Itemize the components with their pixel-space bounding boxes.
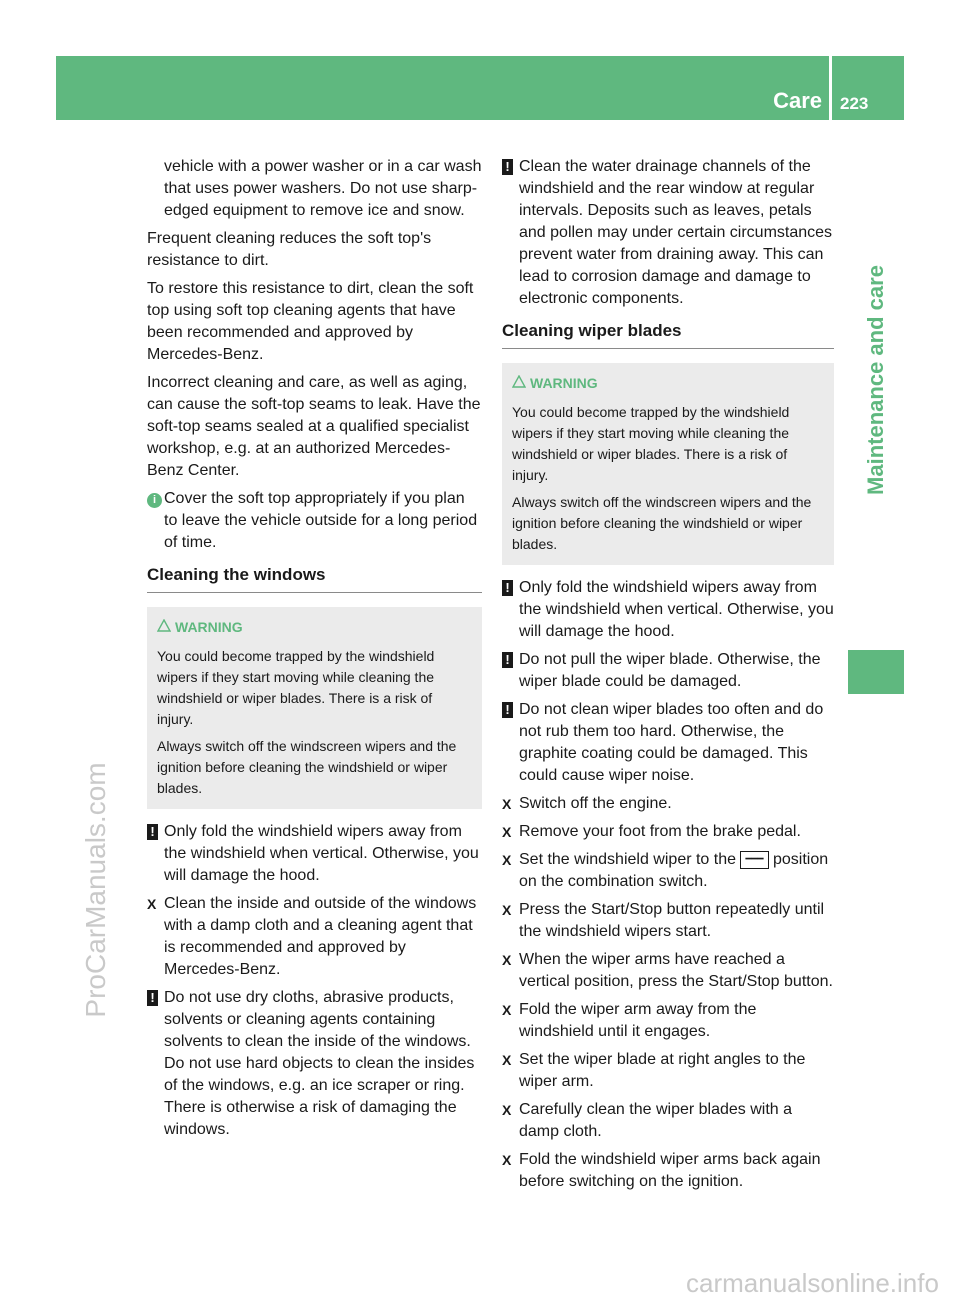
caution-note (502, 649, 834, 693)
caution-note (502, 156, 834, 310)
step-marker-icon: X (147, 896, 157, 912)
caution-text: Do not use dry cloths, abrasive products, solvents or cleaning agents containing solvents to clean the inside of the windows. Do not use hard objects to clean the insides of the windows, e.g. an ice scraper or ring. There is otherwise a risk of damaging the windows. (164, 989, 475, 1138)
step-marker-icon: X (502, 852, 512, 868)
caution-icon: ! (147, 821, 158, 843)
step-marker-icon: X (502, 902, 512, 918)
step-text: Remove your foot from the brake pedal. (519, 823, 801, 840)
step-marker-icon: X (502, 952, 512, 968)
warning-title (157, 617, 472, 638)
step-item (502, 1099, 834, 1143)
step-item (502, 821, 834, 843)
caution-note (147, 821, 482, 887)
step-item (502, 1049, 834, 1093)
section-heading: Cleaning the windows (147, 564, 482, 593)
warning-text: You could become trapped by the windshield wipers if they start moving while cleaning the windshield or wiper blades. There is a risk of injury. (157, 648, 435, 727)
step-item (502, 793, 834, 815)
caution-text: Only fold the windshield wipers away from the windshield when vertical. Otherwise, you will damage the hood. (519, 579, 834, 640)
step-marker-icon: X (502, 1052, 512, 1068)
header-divider (829, 56, 832, 120)
step-item (502, 1149, 834, 1193)
info-icon: i (147, 488, 162, 510)
step-text: position on the combination switch. (519, 851, 829, 890)
right-column (502, 156, 834, 1199)
step-text: Set the wiper blade at right angles to the wiper arm. (519, 1051, 806, 1090)
caution-icon: ! (502, 577, 513, 599)
step-marker-icon: X (502, 824, 512, 840)
info-note (147, 488, 482, 554)
chapter-title: Care (773, 88, 822, 113)
caution-icon: ! (147, 987, 158, 1009)
warning-text: You could become trapped by the windshield wipers if they start moving while cleaning the windshield or wiper blades. There is a risk of injury. (512, 404, 790, 483)
warning-box (502, 363, 834, 565)
paragraph: vehicle with a power washer or in a car wash that uses power washers. Do not use sharp-edged equipment to remove ice and snow. (164, 158, 482, 219)
paragraph: To restore this resistance to dirt, clean the soft top using soft top cleaning agents that have been recommended and approved by Mercedes-Benz. (147, 280, 474, 363)
step-item (502, 849, 834, 893)
step-item (502, 999, 834, 1043)
left-column (147, 156, 482, 1147)
side-section-label: Maintenance and care (863, 265, 888, 495)
step-marker-icon: X (502, 1102, 512, 1118)
step-text: When the wiper arms have reached a vertical position, press the Start/Stop button. (519, 951, 833, 990)
warning-text: Always switch off the windscreen wipers and the ignition before cleaning the windshield or wiper blades. (512, 494, 812, 552)
step-marker-icon: X (502, 796, 512, 812)
wiper-off-symbol-icon: ━━━ (740, 851, 768, 869)
step-marker-icon: X (502, 1152, 512, 1168)
step-text: Carefully clean the wiper blades with a damp cloth. (519, 1101, 793, 1140)
page-number: 223 (840, 94, 869, 113)
info-text: Cover the soft top appropriately if you plan to leave the vehicle outside for a long period of time. (164, 490, 478, 551)
paragraph: Frequent cleaning reduces the soft top's resistance to dirt. (147, 230, 432, 269)
side-tab-marker (848, 650, 904, 694)
caution-text: Do not clean wiper blades too often and do not rub them too hard. Otherwise, the graphite coating could be damaged. This could cause wiper noise. (519, 701, 824, 784)
caution-icon: ! (502, 649, 513, 671)
warning-text: Always switch off the windscreen wipers and the ignition before cleaning the windshield or wiper blades. (157, 738, 457, 796)
section-heading: Cleaning wiper blades (502, 320, 834, 349)
warning-box (147, 607, 482, 809)
step-text: Press the Start/Stop button repeatedly until the windshield wipers start. (519, 901, 825, 940)
caution-note (502, 699, 834, 787)
caution-text: Only fold the windshield wipers away from the windshield when vertical. Otherwise, you will damage the hood. (164, 823, 479, 884)
step-marker-icon: X (502, 1002, 512, 1018)
step-item (502, 899, 834, 943)
watermark-left: ProCarManuals.com (80, 762, 111, 1018)
caution-text: Clean the water drainage channels of the windshield and the rear window at regular intervals. Deposits such as leaves, petals and pollen may under certain circumstances prevent water from draining away. This can lead to corrosion damage and damage to electronic components. (519, 158, 833, 307)
warning-title (512, 373, 824, 394)
caution-icon: ! (502, 156, 513, 178)
warning-label: WARNING (530, 375, 598, 391)
watermark-bottom: carmanualsonline.info (686, 1268, 939, 1298)
step-text: Fold the windshield wiper arms back again before switching on the ignition. (519, 1151, 821, 1190)
step-text: Set the windshield wiper to the (519, 851, 737, 868)
caution-note (147, 987, 482, 1141)
step-item (147, 893, 482, 981)
caution-note (502, 577, 834, 643)
step-item (502, 949, 834, 993)
paragraph: Incorrect cleaning and care, as well as aging, can cause the soft-top seams to leak. Have the soft-top seams sealed at a qualified specialist workshop, e.g. at an authorized Mercedes-Benz Center. (147, 374, 481, 479)
warning-triangle-icon (512, 373, 526, 394)
warning-label: WARNING (175, 619, 243, 635)
warning-triangle-icon (157, 617, 171, 638)
caution-text: Do not pull the wiper blade. Otherwise, the wiper blade could be damaged. (519, 651, 821, 690)
caution-icon: ! (502, 699, 513, 721)
step-text: Clean the inside and outside of the windows with a damp cloth and a cleaning agent that is recommended and approved by Mercedes-Benz. (164, 895, 477, 978)
step-text: Fold the wiper arm away from the windshield until it engages. (519, 1001, 757, 1040)
step-text: Switch off the engine. (519, 795, 672, 812)
